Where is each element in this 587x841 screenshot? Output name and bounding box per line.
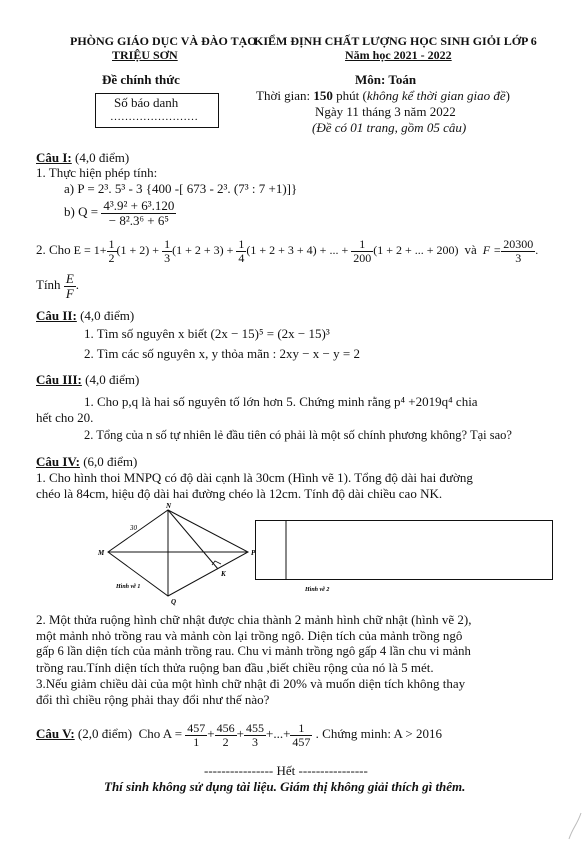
q1-compute: Tính $\frac{E}{F}$ .	[36, 271, 80, 301]
q4-item1-line2: chéo là 84cm, hiệu độ dài hai đường chéo là 12cm. Tính độ dài chiều cao NK.	[36, 486, 443, 501]
label-q: Q	[171, 598, 177, 606]
q3-item1-line1: 1. Cho p,q là hai số nguyên tố lớn hơn 5. Chứng minh rằng p⁴ +2019q⁴ chia	[84, 394, 478, 409]
corner-scribble-icon	[563, 809, 587, 841]
figure-2-caption: Hình vẽ 2	[305, 587, 330, 593]
q4-item1-line1: 1. Cho hình thoi MNPQ có độ dài cạnh là 30cm (Hình vẽ 1). Tổng độ dài hai đường	[36, 470, 473, 485]
q2-item1: 1. Tìm số nguyên x biết (2x − 15)⁵ = (2x − 15)³	[84, 326, 330, 341]
q4-item2-line2: một mảnh nhỏ trồng rau và mảnh còn lại trồng ngô. Diện tích của mảnh trồng ngô	[36, 628, 463, 643]
q4-item3-line2: đổi thì chiều rộng phải thay đổi như thế nào?	[36, 692, 270, 707]
subject: Môn: Toán	[355, 72, 417, 87]
q1-item1: 1. Thực hiện phép tính:	[36, 165, 158, 180]
q1-part-b: b) Q = $\frac{\text{4³.9² + 6³.120}}{\text{− 8².3⁶ + 6⁵}}$	[64, 198, 175, 228]
end-marker: ---------------- Hết ----------------	[204, 763, 368, 778]
figure-2-rectangle	[255, 520, 555, 600]
candidate-number-box	[95, 93, 219, 128]
department-name: PHÒNG GIÁO DỤC VÀ ĐÀO TẠO	[70, 34, 257, 48]
candidate-number-label: Số báo danh	[114, 95, 179, 110]
right-angle-mark	[212, 561, 221, 565]
time-limit: Thời gian: 150 phút (không kể thời gian giao đề)	[256, 88, 510, 103]
label-m: M	[98, 549, 105, 557]
q1-part-a: a) P = 2³. 5³ - 3 {400 -[ 673 - 2³. (7³ : 7 +1)]}	[64, 181, 298, 196]
candidate-number-dots: ……………………	[110, 111, 198, 123]
label-n: N	[166, 502, 172, 510]
q3-item1-line2: hết cho 20.	[36, 410, 94, 425]
q3-item2: 2. Tổng của n số tự nhiên lẻ đầu tiên có phải là một số chính phương không? Tại sao?	[84, 428, 512, 442]
school-year: Năm học 2021 - 2022	[345, 48, 452, 62]
q4-item2-line3: gấp 6 lần diện tích của mảnh trồng rau. Chu vi mảnh trồng ngô gấp 4 lần chu vi mảnh	[36, 644, 471, 658]
height-nk	[168, 510, 218, 569]
q1-b-fraction: $\frac{\text{4³.9² + 6³.120}}{\text{− 8².3⁶ + 6⁵}}$	[103, 198, 175, 228]
q4-item2-line4: trồng rau.Tính diện tích thửa ruộng ban đầu ,biết chiều rộng của nó là 5 mét.	[36, 660, 434, 675]
q4-item2-line1: 2. Một thửa ruộng hình chữ nhật được chia thành 2 mảnh hình chữ nhật (hình vẽ 2),	[36, 612, 472, 627]
label-k: K	[221, 570, 226, 578]
q4-heading: Câu IV: (6,0 điểm)	[36, 454, 138, 469]
field-outline	[256, 521, 553, 580]
q4-item3-line1: 3.Nếu giảm chiều dài của một hình chữ nhật đi 20% và muốn diện tích không thay	[36, 676, 466, 691]
figure-1-rhombus	[88, 500, 268, 610]
exam-date: Ngày 11 tháng 3 năm 2022	[315, 104, 456, 119]
q2-item2: 2. Tìm các số nguyên x, y thỏa mãn : 2xy − x − y = 2	[84, 346, 360, 361]
figure-1-caption: Hình vẽ 1	[116, 584, 141, 590]
district-name: TRIỆU SƠN	[112, 48, 178, 62]
footer-note: Thí sinh không sử dụng tài liệu. Giám thị không giải thích gì thêm.	[104, 779, 466, 794]
pages-note: (Đề có 01 trang, gồm 05 câu)	[312, 120, 467, 135]
q1-item2: 2. Cho E = 1+ $\frac{1}{2}$ (1 + 2) + $\frac{1}{3}$ (1 + 2 + 3) + $\frac{1}{4}$ (1 + 2 + 3 + 4) + ... + $\frac{1}{200}$ (1 + 2 + ... + 200) và F = $\frac{20300}{3}$ .	[36, 237, 539, 265]
exam-title: KIỂM ĐỊNH CHẤT LƯỢNG HỌC SINH GIỎI LỚP 6	[254, 34, 537, 48]
q3-heading: Câu III: (4,0 điểm)	[36, 372, 140, 387]
q5-line: Câu V: (2,0 điểm) Cho A = $\frac{457}{1}$ + $\frac{456}{2}$ + $\frac{455}{3}$ +...+ $\frac{1}{457}$ . Chứng minh: A > 2016	[36, 721, 442, 749]
q2-heading: Câu II: (4,0 điểm)	[36, 308, 135, 323]
label-side-30: 30	[130, 524, 137, 532]
q1-heading: Câu I: (4,0 điểm)	[36, 150, 130, 165]
label-p: P	[251, 549, 256, 557]
official-label: Đề chính thức	[102, 72, 180, 87]
